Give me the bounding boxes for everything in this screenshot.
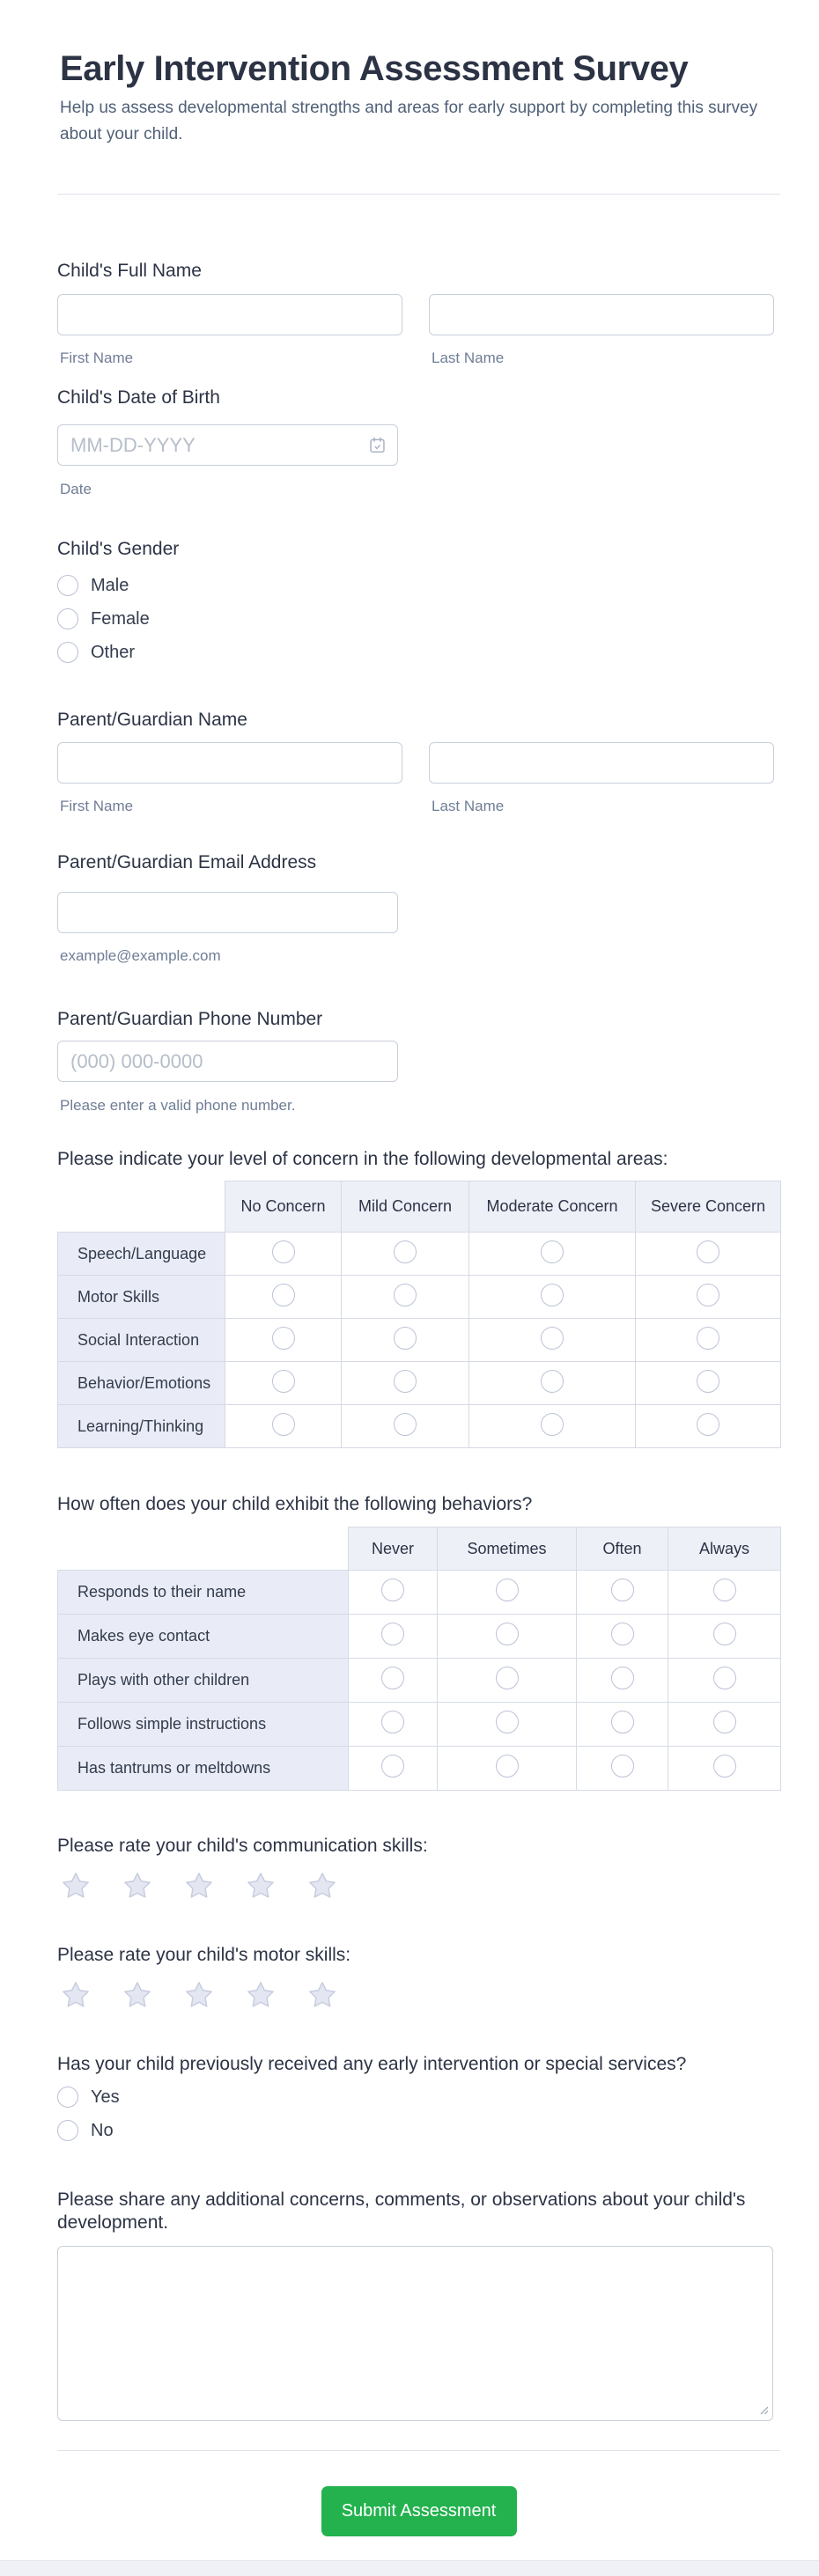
matrix-radio-cell[interactable] (342, 1362, 469, 1405)
radio-icon[interactable] (697, 1327, 719, 1350)
matrix-radio-cell[interactable] (342, 1276, 469, 1319)
radio-icon[interactable] (57, 642, 78, 663)
radio-icon[interactable] (272, 1413, 295, 1436)
radio-icon[interactable] (381, 1711, 404, 1733)
radio-label: No (91, 2120, 114, 2140)
matrix-radio-cell[interactable] (636, 1276, 781, 1319)
matrix-radio-cell[interactable] (577, 1703, 668, 1747)
radio-icon[interactable] (541, 1327, 564, 1350)
parent-first-name-input[interactable] (57, 742, 402, 784)
first-name-sublabel: First Name (60, 798, 134, 814)
radio-icon[interactable] (541, 1284, 564, 1306)
footer-divider (57, 2450, 780, 2451)
question-label: Please rate your child's communication skills: (57, 1836, 428, 1856)
star-icon[interactable] (306, 1870, 338, 1902)
email-sublabel: example@example.com (60, 947, 221, 964)
table-row (58, 1233, 781, 1276)
matrix-radio-cell[interactable] (349, 1571, 438, 1615)
matrix-radio-cell[interactable] (668, 1747, 781, 1791)
radio-icon[interactable] (713, 1755, 736, 1777)
radio-icon[interactable] (381, 1667, 404, 1689)
page-title: Early Intervention Assessment Survey (60, 49, 689, 88)
question-child-name (57, 261, 780, 365)
radio-icon[interactable] (611, 1711, 634, 1733)
matrix-radio-cell[interactable] (349, 1659, 438, 1703)
radio-icon[interactable] (394, 1240, 417, 1263)
radio-icon[interactable] (272, 1240, 295, 1263)
question-parent-name (57, 710, 780, 813)
question-dob (57, 387, 780, 497)
question-label: Please share any additional concerns, comments, or observations about your child's development. (57, 2190, 746, 2233)
question-label: Child's Date of Birth (57, 387, 220, 408)
matrix-column-header: Moderate Concern (469, 1181, 636, 1233)
radio-label: Yes (91, 2087, 120, 2107)
header-divider (57, 194, 780, 195)
comments-textarea[interactable] (57, 2246, 773, 2421)
radio-icon[interactable] (57, 608, 78, 629)
star-icon[interactable] (306, 1979, 338, 2011)
matrix-radio-cell[interactable] (636, 1233, 781, 1276)
matrix-radio-cell[interactable] (577, 1615, 668, 1659)
matrix-radio-cell[interactable] (438, 1615, 577, 1659)
last-name-sublabel: Last Name (432, 798, 505, 814)
form-subtitle: Help us assess developmental strengths and areas for early support by completing this survey about your child. (60, 99, 758, 144)
matrix-row-label: Motor Skills (58, 1276, 225, 1319)
table-row (58, 1405, 781, 1448)
matrix-radio-cell[interactable] (469, 1276, 636, 1319)
radio-icon[interactable] (496, 1623, 519, 1645)
email-input[interactable] (57, 892, 398, 933)
first-name-sublabel: First Name (60, 350, 134, 366)
question-label: Parent/Guardian Email Address (57, 852, 317, 872)
concern-matrix-table (57, 1181, 781, 1448)
matrix-row-label: Makes eye contact (58, 1615, 349, 1659)
phone-sublabel: Please enter a valid phone number. (60, 1097, 296, 1114)
radio-icon[interactable] (541, 1370, 564, 1393)
radio-icon[interactable] (697, 1240, 719, 1263)
radio-icon[interactable] (496, 1755, 519, 1777)
question-label: Child's Full Name (57, 261, 202, 281)
table-row (58, 1362, 781, 1405)
radio-label: Other (91, 642, 136, 662)
radio-icon[interactable] (541, 1413, 564, 1436)
matrix-radio-cell[interactable] (225, 1362, 342, 1405)
matrix-radio-cell[interactable] (342, 1233, 469, 1276)
matrix-radio-cell[interactable] (469, 1319, 636, 1362)
matrix-row-label: Speech/Language (58, 1233, 225, 1276)
question-label: Has your child previously received any early intervention or special services? (57, 2054, 687, 2074)
radio-icon[interactable] (57, 2087, 78, 2108)
question-concern-matrix (57, 1149, 780, 1448)
matrix-radio-cell[interactable] (636, 1362, 781, 1405)
matrix-radio-cell[interactable] (342, 1405, 469, 1448)
radio-icon[interactable] (496, 1711, 519, 1733)
matrix-radio-cell[interactable] (342, 1319, 469, 1362)
gender-option-male[interactable] (57, 569, 780, 602)
question-motor-rating (57, 1945, 780, 2011)
radio-label: Female (91, 608, 150, 629)
question-label: Parent/Guardian Phone Number (57, 1009, 323, 1029)
question-behavior-matrix (57, 1494, 780, 1791)
date-sublabel: Date (60, 481, 92, 497)
table-row (58, 1659, 781, 1703)
matrix-row-label: Social Interaction (58, 1319, 225, 1362)
star-icon[interactable] (245, 1870, 277, 1902)
question-label: How often does your child exhibit the following behaviors? (57, 1494, 533, 1514)
matrix-column-header: Never (349, 1527, 438, 1571)
matrix-radio-cell[interactable] (668, 1659, 781, 1703)
matrix-row-label: Follows simple instructions (58, 1703, 349, 1747)
matrix-radio-cell[interactable] (225, 1319, 342, 1362)
question-gender (57, 539, 780, 669)
radio-icon[interactable] (611, 1579, 634, 1601)
radio-icon[interactable] (381, 1755, 404, 1777)
star-icon[interactable] (60, 1979, 92, 2011)
matrix-radio-cell[interactable] (349, 1747, 438, 1791)
radio-icon[interactable] (713, 1623, 736, 1645)
matrix-radio-cell[interactable] (668, 1615, 781, 1659)
matrix-row-label: Learning/Thinking (58, 1405, 225, 1448)
star-icon[interactable] (122, 1870, 153, 1902)
radio-icon[interactable] (713, 1667, 736, 1689)
matrix-radio-cell[interactable] (438, 1703, 577, 1747)
question-email (57, 852, 780, 963)
radio-icon[interactable] (713, 1711, 736, 1733)
matrix-corner-cell (58, 1527, 349, 1571)
star-icon[interactable] (122, 1979, 153, 2011)
matrix-radio-cell[interactable] (469, 1233, 636, 1276)
matrix-radio-cell[interactable] (636, 1319, 781, 1362)
radio-icon[interactable] (697, 1370, 719, 1393)
communication-star-rating (60, 1870, 780, 1902)
question-additional-comments (57, 2189, 780, 2425)
matrix-radio-cell[interactable] (469, 1405, 636, 1448)
matrix-column-header: Mild Concern (342, 1181, 469, 1233)
matrix-row-label: Behavior/Emotions (58, 1362, 225, 1405)
matrix-radio-cell[interactable] (668, 1703, 781, 1747)
radio-icon[interactable] (394, 1284, 417, 1306)
radio-icon[interactable] (394, 1370, 417, 1393)
resize-handle-icon[interactable] (758, 2403, 769, 2419)
behavior-matrix-table (57, 1527, 781, 1791)
page-bottom-strip (0, 2560, 819, 2576)
radio-label: Male (91, 575, 129, 595)
question-label: Please indicate your level of concern in the following developmental areas: (57, 1149, 668, 1169)
gender-option-other[interactable] (57, 636, 780, 669)
matrix-radio-cell[interactable] (438, 1747, 577, 1791)
question-previous-services (57, 2054, 780, 2147)
matrix-radio-cell[interactable] (225, 1405, 342, 1448)
submit-button[interactable]: Submit Assessment (321, 2486, 517, 2536)
radio-icon[interactable] (713, 1579, 736, 1601)
radio-icon[interactable] (697, 1284, 719, 1306)
question-label: Child's Gender (57, 539, 180, 559)
matrix-radio-cell[interactable] (636, 1405, 781, 1448)
star-icon[interactable] (245, 1979, 277, 2011)
radio-icon[interactable] (541, 1240, 564, 1263)
matrix-column-header: No Concern (225, 1181, 342, 1233)
matrix-radio-cell[interactable] (225, 1276, 342, 1319)
child-first-name-input[interactable] (57, 294, 402, 335)
star-icon[interactable] (183, 1870, 215, 1902)
radio-icon[interactable] (496, 1667, 519, 1689)
phone-input[interactable] (57, 1041, 398, 1082)
child-last-name-input[interactable] (429, 294, 774, 335)
radio-icon[interactable] (57, 2120, 78, 2141)
star-icon[interactable] (183, 1979, 215, 2011)
radio-icon[interactable] (394, 1327, 417, 1350)
radio-icon[interactable] (381, 1623, 404, 1645)
matrix-column-header: Always (668, 1527, 781, 1571)
radio-icon[interactable] (611, 1667, 634, 1689)
matrix-radio-cell[interactable] (225, 1233, 342, 1276)
question-communication-rating (57, 1836, 780, 1902)
table-row (58, 1276, 781, 1319)
radio-icon[interactable] (611, 1623, 634, 1645)
radio-icon[interactable] (272, 1327, 295, 1350)
gender-option-female[interactable] (57, 602, 780, 636)
radio-icon[interactable] (381, 1579, 404, 1601)
radio-icon[interactable] (611, 1755, 634, 1777)
matrix-radio-cell[interactable] (668, 1571, 781, 1615)
table-row (58, 1747, 781, 1791)
table-row (58, 1615, 781, 1659)
matrix-radio-cell[interactable] (469, 1362, 636, 1405)
form-header (57, 0, 780, 148)
radio-icon[interactable] (697, 1413, 719, 1436)
matrix-row-label: Plays with other children (58, 1659, 349, 1703)
star-icon[interactable] (60, 1870, 92, 1902)
matrix-column-header: Severe Concern (636, 1181, 781, 1233)
radio-icon[interactable] (57, 575, 78, 596)
radio-icon[interactable] (394, 1413, 417, 1436)
table-row (58, 1571, 781, 1615)
motor-star-rating (60, 1979, 780, 2011)
matrix-radio-cell[interactable] (349, 1703, 438, 1747)
matrix-row-label: Has tantrums or meltdowns (58, 1747, 349, 1791)
question-phone (57, 1009, 780, 1113)
matrix-radio-cell[interactable] (438, 1659, 577, 1703)
services-option-no[interactable] (57, 2114, 780, 2147)
radio-icon[interactable] (272, 1370, 295, 1393)
table-row (58, 1703, 781, 1747)
matrix-radio-cell[interactable] (577, 1659, 668, 1703)
matrix-row-label: Responds to their name (58, 1571, 349, 1615)
matrix-radio-cell[interactable] (438, 1571, 577, 1615)
question-label: Parent/Guardian Name (57, 710, 247, 730)
matrix-column-header: Sometimes (438, 1527, 577, 1571)
matrix-radio-cell[interactable] (577, 1747, 668, 1791)
dob-input[interactable] (57, 424, 398, 466)
services-option-yes[interactable] (57, 2080, 780, 2114)
matrix-radio-cell[interactable] (577, 1571, 668, 1615)
radio-icon[interactable] (496, 1579, 519, 1601)
matrix-column-header: Often (577, 1527, 668, 1571)
matrix-radio-cell[interactable] (349, 1615, 438, 1659)
radio-icon[interactable] (272, 1284, 295, 1306)
question-label: Please rate your child's motor skills: (57, 1945, 351, 1965)
last-name-sublabel: Last Name (432, 350, 505, 366)
matrix-corner-cell (58, 1181, 225, 1233)
parent-last-name-input[interactable] (429, 742, 774, 784)
table-row (58, 1319, 781, 1362)
